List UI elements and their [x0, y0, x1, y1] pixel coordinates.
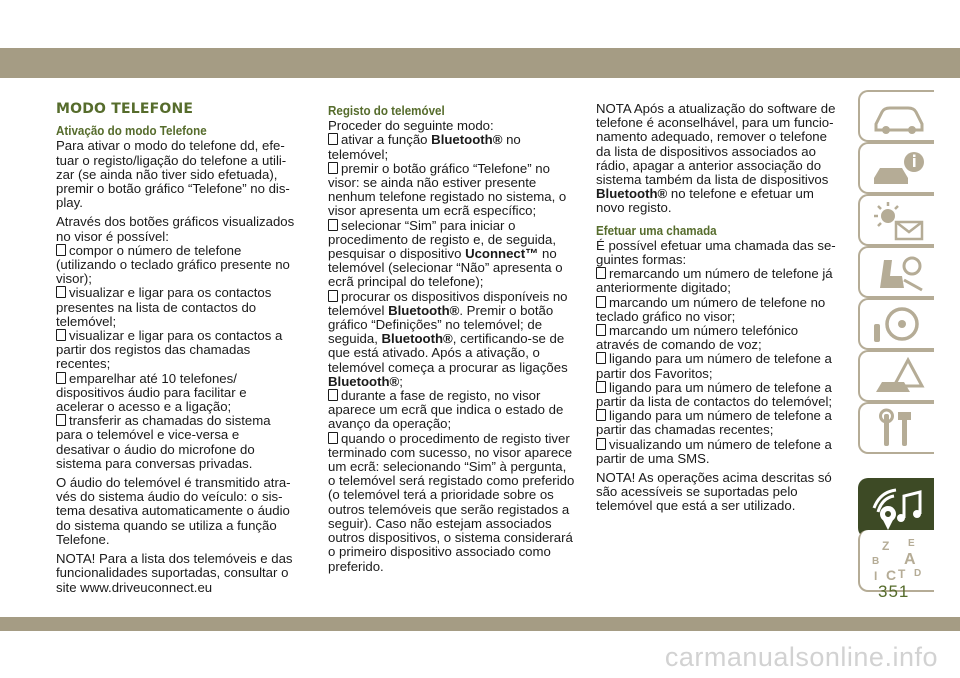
list-item: premir o botão gráfico “Telefone” no visor: se ainda não estiver presente nenhum telefone registado no sistema, o visor apresenta um ecrã específico;: [328, 160, 567, 219]
list-item: ligando para um número de telefone a partir das chamadas recentes;: [596, 408, 832, 438]
seat-airbag-icon: [868, 252, 928, 294]
tools-icon: [868, 408, 928, 450]
checkbox-bullet-icon: [596, 438, 606, 450]
index-letter: D: [914, 568, 922, 579]
list-item: visualizar e ligar para os contactos presentes na lista de contactos do telemóvel;: [56, 285, 272, 329]
tab-lights-message[interactable]: [858, 194, 934, 246]
list-item: marcando um número telefónico através de comando de voz;: [596, 323, 799, 353]
list-item: transferir as chamadas do sistema para o telemóvel e vice-versa e desativar o áudio do microfone do sistema para conversas privadas.: [56, 413, 271, 471]
car-icon: [868, 96, 928, 138]
list-item: compor o número de telefone (utilizando o teclado gráfico presente no visor);: [56, 242, 290, 287]
column-2: [328, 104, 576, 574]
checkbox-bullet-icon: [328, 219, 338, 231]
tab-tools[interactable]: [858, 402, 934, 454]
checkbox-bullet-icon: [56, 286, 66, 298]
multimedia-icon: [868, 484, 928, 534]
checkbox-bullet-icon: [328, 133, 338, 145]
subheading-registration: Registo do telemóvel: [328, 103, 445, 118]
tab-car-info[interactable]: [858, 142, 934, 194]
index-letter: E: [908, 538, 915, 549]
column-1: [56, 102, 296, 600]
list-item: remarcando um número de telefone já anteriormente digitado;: [596, 266, 833, 296]
tab-seat-airbag[interactable]: [858, 246, 934, 298]
tab-steering-key[interactable]: [858, 298, 934, 350]
checkbox-bullet-icon: [596, 381, 606, 393]
checkbox-bullet-icon: [596, 352, 606, 364]
subheading-activation: Ativação do modo Telefone: [56, 123, 207, 139]
list-item: visualizando um número de telefone a partir de uma SMS.: [596, 436, 832, 466]
list-item: visualizar e ligar para os contactos a partir dos registos das chamadas recentes;: [56, 328, 283, 372]
list-item: ligando para um número de telefone a partir dos Favoritos;: [596, 351, 832, 381]
paragraph: Proceder do seguinte modo:: [328, 118, 494, 134]
steering-key-icon: [868, 304, 928, 346]
note: NOTA! As operações acima descritas só são acessíveis se suportadas pelo telemóvel que está a ser utilizado.: [596, 470, 832, 514]
tab-warning-car[interactable]: [858, 350, 934, 402]
checkbox-bullet-icon: [596, 296, 606, 308]
index-letter: Z: [882, 539, 890, 553]
checkbox-bullet-icon: [328, 290, 338, 302]
list-item: emparelhar até 10 telefones/ dispositivos áudio para facilitar e acelerar o acesso e a ligação;: [56, 370, 247, 415]
paragraph: Para ativar o modo do telefone dd, efe-tuar o registo/ligação do telefone a utili-zar (se ainda não tiver sido efetuada), premir o botão gráfico “Telefone” no dis-play.: [56, 138, 290, 211]
footer-rule: [0, 617, 960, 631]
note: NOTA! Para a lista dos telemóveis e das funcionalidades suportadas, consultar o site www.driveuconnect.eu: [56, 551, 293, 595]
column-3: [596, 102, 844, 519]
watermark: carmanualsonline.info: [664, 642, 938, 672]
section-title: MODO TELEFONE: [56, 101, 194, 117]
note: NOTA Após a atualização do software de telefone é aconselhável, para um funcio-namento adequado, remover o telefone da lista de dispositivos associados ao rádio, apagar a anterior associação do sistema também da lista de dispositivos Bluetooth® no telefone e efetuar um novo registo.: [596, 101, 836, 216]
checkbox-bullet-icon: [56, 414, 66, 426]
checkbox-bullet-icon: [328, 389, 338, 401]
tab-car[interactable]: [858, 90, 934, 142]
list-item: ativar a função Bluetooth® no telemóvel;: [328, 132, 521, 162]
checkbox-bullet-icon: [596, 267, 606, 279]
warning-car-icon: [868, 356, 928, 398]
tab-multimedia[interactable]: [858, 478, 934, 538]
list-item: procurar os dispositivos disponíveis no telemóvel Bluetooth®. Premir o botão gráfico “Definições” no telemóvel; de seguida, Bluetooth®, certificando-se de que está ativado. Após a ativação, o telemóvel começa a procurar as ligações Bluetooth®;: [328, 288, 568, 389]
header-rule: [0, 48, 960, 78]
checkbox-bullet-icon: [596, 324, 606, 336]
paragraph: O áudio do telemóvel é transmitido atra-vés do sistema áudio do veículo: o sis-tema desativa automaticamente o áudio do sistema quando se utiliza a função Telefone.: [56, 475, 291, 547]
list-item: marcando um número de telefone no teclado gráfico no visor;: [596, 294, 826, 324]
index-letter: I: [874, 569, 878, 583]
list-item: ligando para um número de telefone a partir da lista de contactos do telemóvel;: [596, 379, 833, 410]
page-number: 351: [878, 582, 910, 601]
checkbox-bullet-icon: [328, 432, 338, 444]
checkbox-bullet-icon: [328, 162, 338, 174]
top-margin: [0, 0, 960, 48]
index-letter: A: [904, 551, 916, 568]
checkbox-bullet-icon: [596, 409, 606, 421]
checkbox-bullet-icon: [56, 372, 66, 384]
list-item: quando o procedimento de registo tiver terminado com sucesso, no visor aparece um ecrã: selecionando “Sim” à pergunta, o telemóvel será registado como preferido (o telemóvel terá a prioridade sobre os outros telemóveis que serão registados a seguir). Caso não estejam associados outros dispositivos, o sistema considerará o primeiro dispositivo associado como preferido.: [328, 430, 575, 574]
list-item: durante a fase de registo, no visor aparece um ecrã que indica o estado de avanço da operação;: [328, 388, 564, 432]
car-info-icon: [868, 148, 928, 190]
list-item: selecionar “Sim” para iniciar o procedimento de registo e, de seguida, pesquisar o dispositivo Uconnect™ no telemóvel (selecionar “Não” apresenta o ecrã principal do telefone);: [328, 217, 563, 290]
paragraph: É possível efetuar uma chamada das se-guintes formas:: [596, 237, 836, 268]
paragraph: Através dos botões gráficos visualizados no visor é possível:: [56, 214, 295, 244]
index-letter: C: [886, 567, 897, 583]
index-letter: T: [898, 567, 906, 581]
checkbox-bullet-icon: [56, 329, 66, 341]
checkbox-bullet-icon: [56, 244, 66, 256]
subheading-call: Efetuar uma chamada: [596, 222, 717, 238]
index-letter: B: [872, 556, 880, 567]
lights-message-icon: [868, 200, 928, 242]
